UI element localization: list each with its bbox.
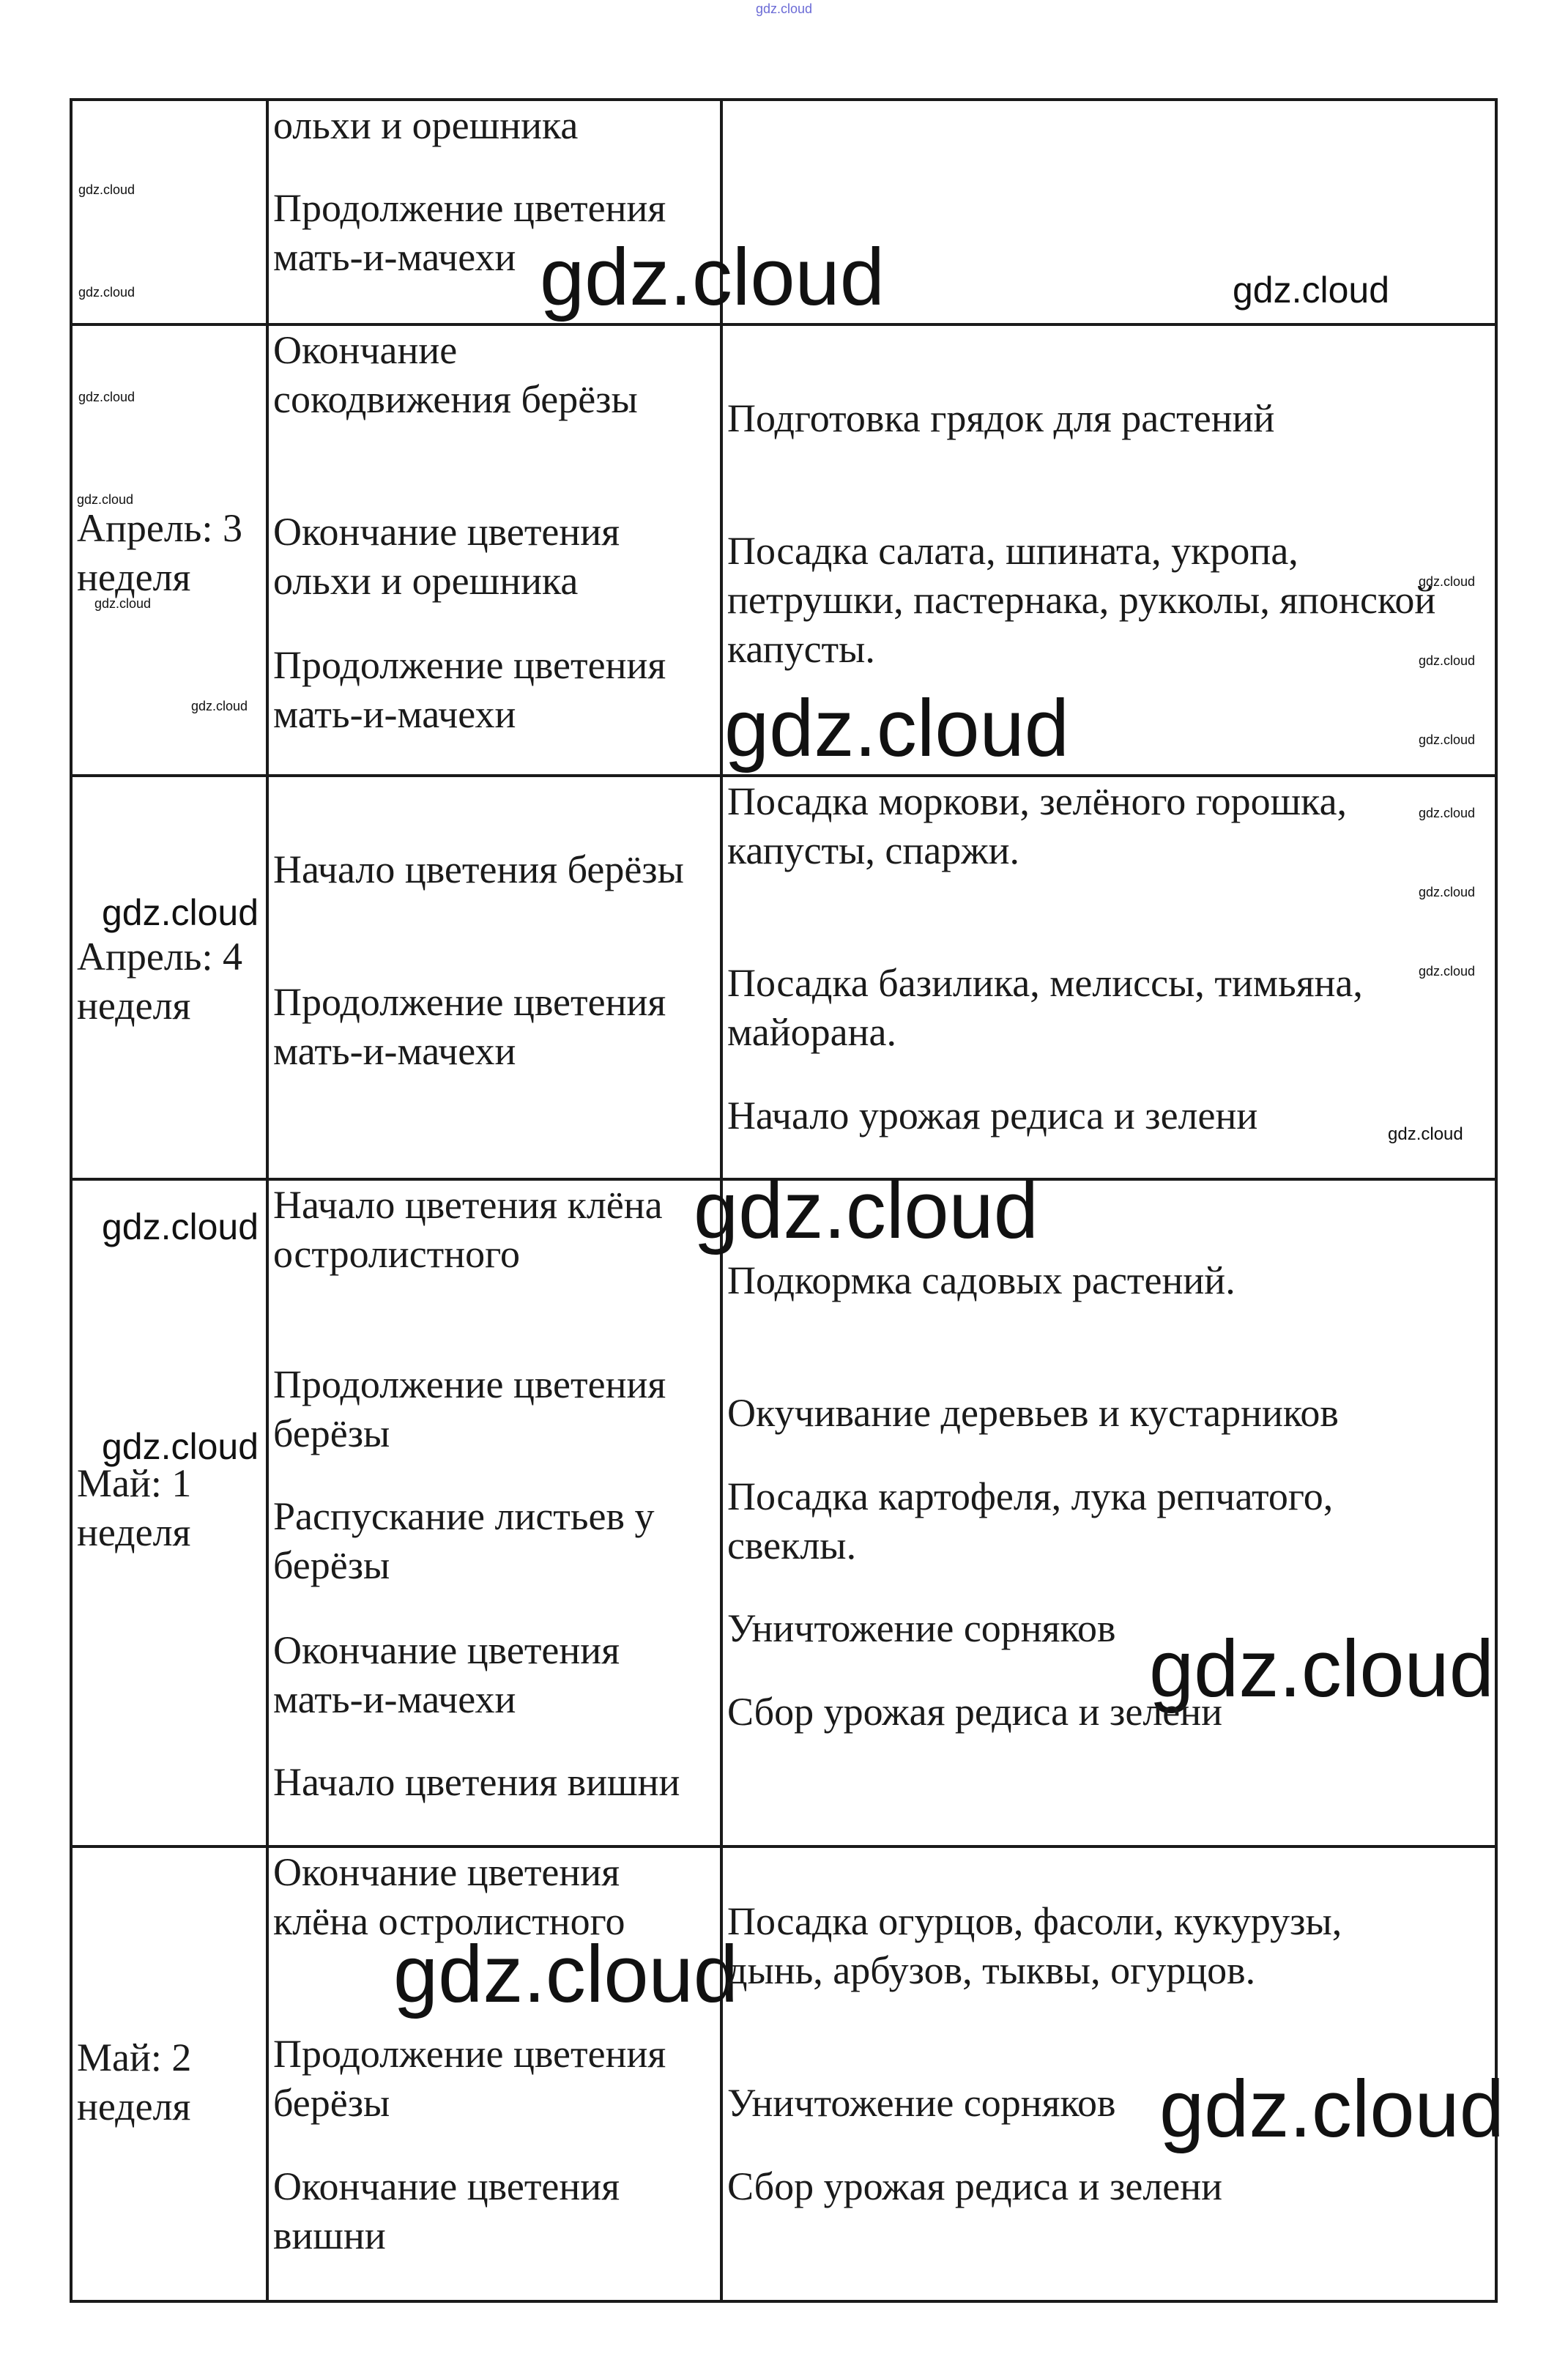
week-cell — [71, 324, 267, 776]
nature-text: сокодвижения берёзы — [273, 377, 638, 421]
table-row — [71, 776, 1496, 1179]
garden-text: Сбор урожая редиса и зелени — [727, 1690, 1223, 1734]
table-row — [71, 1179, 1496, 1846]
nature-text: Начало цветения берёзы — [273, 847, 684, 891]
week-label: Май: 1 — [77, 1461, 192, 1505]
nature-cell — [267, 100, 885, 324]
nature-cell — [267, 1846, 738, 2301]
watermark: gdz.cloud — [78, 182, 135, 197]
watermark: gdz.cloud — [694, 1165, 1038, 1255]
garden-text: Окучивание деревьев и кустарников — [727, 1391, 1339, 1435]
header-watermark: gdz.cloud — [755, 1, 813, 16]
garden-text: Подготовка грядок для растений — [727, 396, 1275, 440]
watermark: gdz.cloud — [102, 892, 259, 933]
nature-text: Распускание листьев у — [273, 1494, 655, 1538]
garden-text: майорана. — [727, 1010, 897, 1054]
week-cell — [71, 100, 267, 324]
garden-text: капусты, спаржи. — [727, 828, 1019, 872]
garden-text: Посадка моркови, зелёного горошка, — [727, 779, 1348, 823]
garden-text: Начало урожая редиса и зелени — [727, 1094, 1258, 1137]
table-row — [71, 100, 1496, 324]
garden-cell — [721, 1846, 1504, 2301]
nature-cell — [267, 324, 721, 776]
watermark: gdz.cloud — [1419, 574, 1476, 589]
garden-text: Сбор урожая редиса и зелени — [727, 2164, 1223, 2208]
garden-text: Уничтожение сорняков — [727, 1606, 1116, 1650]
nature-text: Окончание цветения — [273, 1628, 620, 1672]
week-cell — [71, 1846, 267, 2301]
week-label: неделя — [77, 2085, 191, 2128]
garden-cell — [694, 1165, 1496, 1846]
nature-text: Начало цветения вишни — [273, 1760, 680, 1804]
watermark: gdz.cloud — [540, 232, 885, 322]
watermark: gdz.cloud — [78, 390, 135, 404]
week-label: неделя — [77, 984, 191, 1028]
watermark: gdz.cloud — [724, 683, 1069, 773]
garden-text: дынь, арбузов, тыквы, огурцов. — [727, 1948, 1256, 1992]
nature-text: остролистного — [273, 1232, 520, 1276]
table-row — [71, 1846, 1496, 2301]
nature-text: Продолжение цветения — [273, 643, 666, 687]
nature-text: берёзы — [273, 1411, 390, 1455]
nature-cell — [267, 776, 721, 1179]
nature-text: Окончание цветения — [273, 1850, 620, 1894]
week-label: Май: 2 — [77, 2035, 192, 2079]
watermark: gdz.cloud — [102, 1426, 259, 1467]
watermark: gdz.cloud — [77, 492, 134, 507]
watermark: gdz.cloud — [1419, 964, 1476, 979]
nature-text: Продолжение цветения — [273, 2032, 666, 2076]
watermark: gdz.cloud — [1419, 806, 1476, 820]
nature-text: Окончание цветения — [273, 2164, 620, 2208]
week-label: Апрель: 3 — [77, 506, 242, 550]
nature-text: Продолжение цветения — [273, 980, 666, 1024]
garden-cell — [721, 100, 1496, 324]
watermark: gdz.cloud — [94, 596, 152, 611]
watermark: gdz.cloud — [1233, 270, 1390, 311]
watermark: gdz.cloud — [393, 1929, 738, 2019]
nature-text: клёна остролистного — [273, 1899, 625, 1943]
watermark: gdz.cloud — [1159, 2064, 1504, 2154]
nature-text: мать-и-мачехи — [273, 1029, 516, 1073]
watermark: gdz.cloud — [1419, 885, 1476, 899]
garden-text: Посадка базилика, мелиссы, тимьяна, — [727, 961, 1363, 1005]
watermark: gdz.cloud — [1419, 732, 1476, 747]
watermark: gdz.cloud — [191, 699, 248, 713]
nature-text: Окончание — [273, 328, 458, 372]
watermark: gdz.cloud — [1149, 1624, 1494, 1714]
garden-text: свеклы. — [727, 1523, 857, 1567]
nature-text: берёзы — [273, 2081, 390, 2125]
garden-text: Уничтожение сорняков — [727, 2081, 1116, 2125]
nature-text: мать-и-мачехи — [273, 235, 516, 279]
nature-text: мать-и-мачехи — [273, 1677, 516, 1721]
garden-cell — [721, 776, 1496, 1179]
garden-text: капусты. — [727, 627, 875, 671]
garden-text: Посадка картофеля, лука репчатого, — [727, 1474, 1334, 1518]
nature-text: Начало цветения клёна — [273, 1183, 663, 1227]
watermark: gdz.cloud — [1419, 653, 1476, 668]
garden-text: Посадка огурцов, фасоли, кукурузы, — [727, 1899, 1342, 1943]
nature-text: ольхи и орешника — [273, 559, 579, 603]
garden-text: петрушки, пастернака, рукколы, японской — [727, 578, 1436, 622]
week-cell — [71, 776, 267, 1179]
week-cell — [71, 1179, 267, 1846]
watermark: gdz.cloud — [1388, 1124, 1463, 1144]
garden-cell — [721, 324, 1496, 776]
nature-text: Продолжение цветения — [273, 1362, 666, 1406]
nature-cell — [267, 1179, 721, 1846]
nature-text: мать-и-мачехи — [273, 692, 516, 736]
garden-text: Посадка салата, шпината, укропа, — [727, 529, 1298, 573]
watermark: gdz.cloud — [78, 285, 135, 300]
nature-text: Продолжение цветения — [273, 186, 666, 230]
calendar-table — [70, 98, 1504, 2303]
week-label: неделя — [77, 555, 191, 599]
nature-text: Окончание цветения — [273, 510, 620, 554]
week-label: Апрель: 4 — [77, 935, 242, 979]
nature-text: вишни — [273, 2213, 386, 2257]
table-row — [71, 324, 1496, 776]
nature-text: берёзы — [273, 1543, 390, 1587]
week-label: неделя — [77, 1510, 191, 1554]
watermark: gdz.cloud — [102, 1206, 259, 1247]
garden-text: Подкормка садовых растений. — [727, 1258, 1236, 1302]
nature-text: ольхи и орешника — [273, 103, 579, 147]
